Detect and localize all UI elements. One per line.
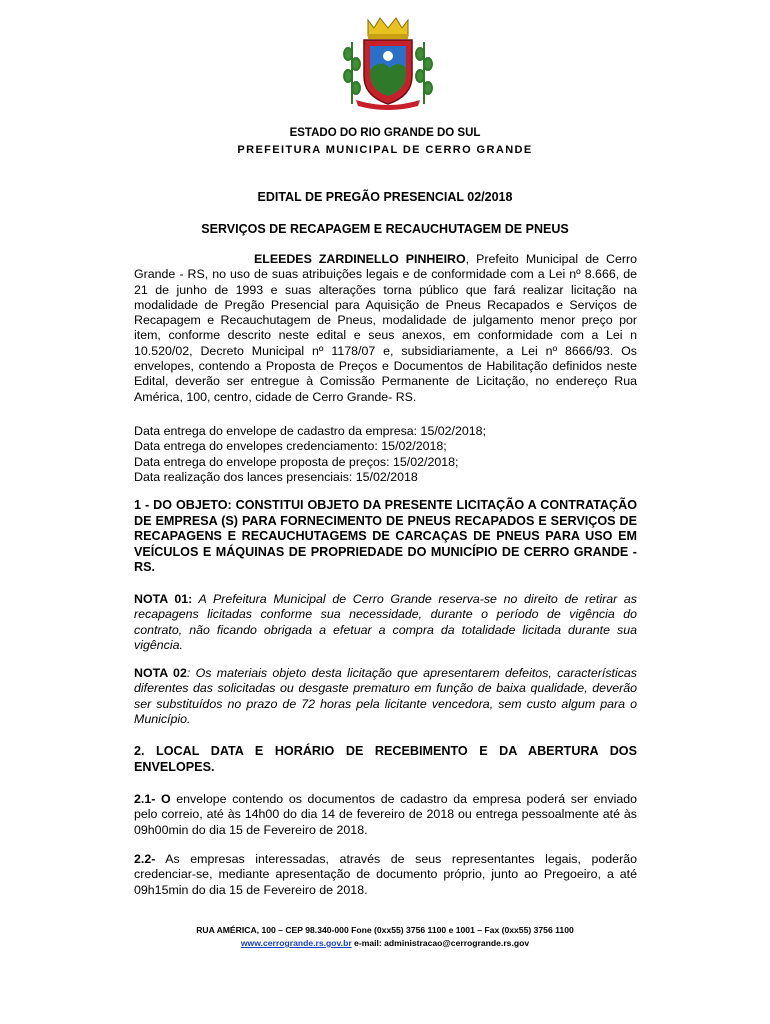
nota-01-text: A Prefeitura Municipal de Cerro Grande reserva-se no direito de retirar as recapagens licitadas conforme sua necessidade, durante o período de vigência do contrato, não ficando obrigada a efetuar a compra da totalidade licitada durante sua vigência. (134, 592, 637, 652)
website-link[interactable]: www.cerrogrande.rs.gov.br (240, 938, 352, 948)
footer-email: e-mail: administracao@cerrogrande.rs.gov (351, 938, 530, 948)
nota-02 (134, 666, 637, 727)
paragraph-2-2-text: As empresas interessadas, através de seus representantes legais, poderão credenciar-se, mediante apresentação de documento próprio, junto ao Pregoeiro, a até 09h15min do dia 15 de Fevereiro de 2018. (134, 852, 637, 897)
nota-01-label: NOTA 01: (134, 592, 193, 606)
municipality-name: PREFEITURA MUNICIPAL DE CERRO GRANDE (237, 144, 533, 156)
date-line: Data entrega do envelopes credenciamento: 15/02/2018; (134, 439, 447, 454)
intro-text: , Prefeito Municipal de Cerro Grande - RS, no uso de suas atribuições legais e de conformidade com a Lei nº 8.666, de 21 de junho de 1993 e suas alterações torna público que fará realizar licitação na modalidade de Pregão Presencial para Aquisição de Pneus Recapados e Serviços de Recapagem e Recauchutagem de Pneus, modalidade de julgamento menor preço por item, conforme descrito neste edital e seus anexos, em conformidade com a Lei n 10.520/02, Decreto Municipal nº 1178/07 e, subsidiariamente, a Lei nº 8666/93. Os envelopes, contendo a Proposta de Preços e Documentos de Habilitação definidos neste Edital, deverão ser entregue à Comissão Permanente de Licitação, no endereço Rua América, 100, centro, cidade de Cerro Grande- RS. (134, 252, 637, 404)
section-2-heading: 2. LOCAL DATA E HORÁRIO DE RECEBIMENTO E DA ABERTURA DOS ENVELOPES. (134, 744, 637, 774)
paragraph-2-2-label: 2.2- (134, 852, 156, 866)
nota-02-text: : Os materiais objeto desta licitação que apresentarem defeitos, características diferentes das solicitadas ou desgaste prematuro em função de baixa qualidade, deverão ser substituídos no prazo de 72 horas pela licitante vencedora, sem custo algum para o Município. (134, 666, 637, 726)
state-name: ESTADO DO RIO GRANDE DO SUL (289, 127, 481, 139)
footer-contact (0, 938, 770, 948)
footer-address: RUA AMÉRICA, 100 – CEP 98.340-000 Fone (0xx55) 3756 1100 e 1001 – Fax (0xx55) 3756 1100 (196, 925, 574, 935)
paragraph-2-1 (134, 792, 637, 838)
paragraph-2-2 (134, 852, 637, 898)
coat-of-arms-icon (338, 14, 438, 110)
nota-01 (134, 592, 637, 653)
nota-02-label: NOTA 02 (134, 666, 187, 680)
object-section: 1 - DO OBJETO: CONSTITUI OBJETO DA PRESENTE LICITAÇÃO A CONTRATAÇÃO DE EMPRESA (S) PARA FORNECIMENTO DE PNEUS RECAPADOS E SERVIÇOS DE RECAPAGENS E RECAUCHUTAGEMS DE CARCAÇAS DE PNEUS PARA USO EM VEÍCULOS E MÁQUINAS DE PROPRIEDADE DO MUNICÍPIO DE CERRO GRANDE - RS. (134, 498, 637, 574)
paragraph-2-1-text: envelope contendo os documentos de cadastro da empresa poderá ser enviado pelo correio, até às 14h00 do dia 14 de fevereiro de 2018 ou entrega pessoalmente até às 09h00min do dia 15 de Fevereiro de 2018. (134, 792, 638, 837)
paragraph-2-1-label: 2.1- O (134, 792, 171, 806)
intro-paragraph (134, 252, 637, 405)
date-line: Data realização dos lances presenciais: 15/02/2018 (134, 469, 418, 484)
dates-list (134, 424, 637, 485)
edital-subject: SERVIÇOS DE RECAPAGEM E RECAUCHUTAGEM DE PNEUS (201, 222, 569, 236)
edital-title: EDITAL DE PREGÃO PRESENCIAL 02/2018 (257, 190, 513, 204)
date-line: Data entrega do envelope de cadastro da empresa: 15/02/2018; (134, 424, 487, 438)
mayor-name: ELEEDES ZARDINELLO PINHEIRO (254, 252, 466, 266)
date-line: Data entrega do envelope proposta de preços: 15/02/2018; (134, 454, 459, 469)
